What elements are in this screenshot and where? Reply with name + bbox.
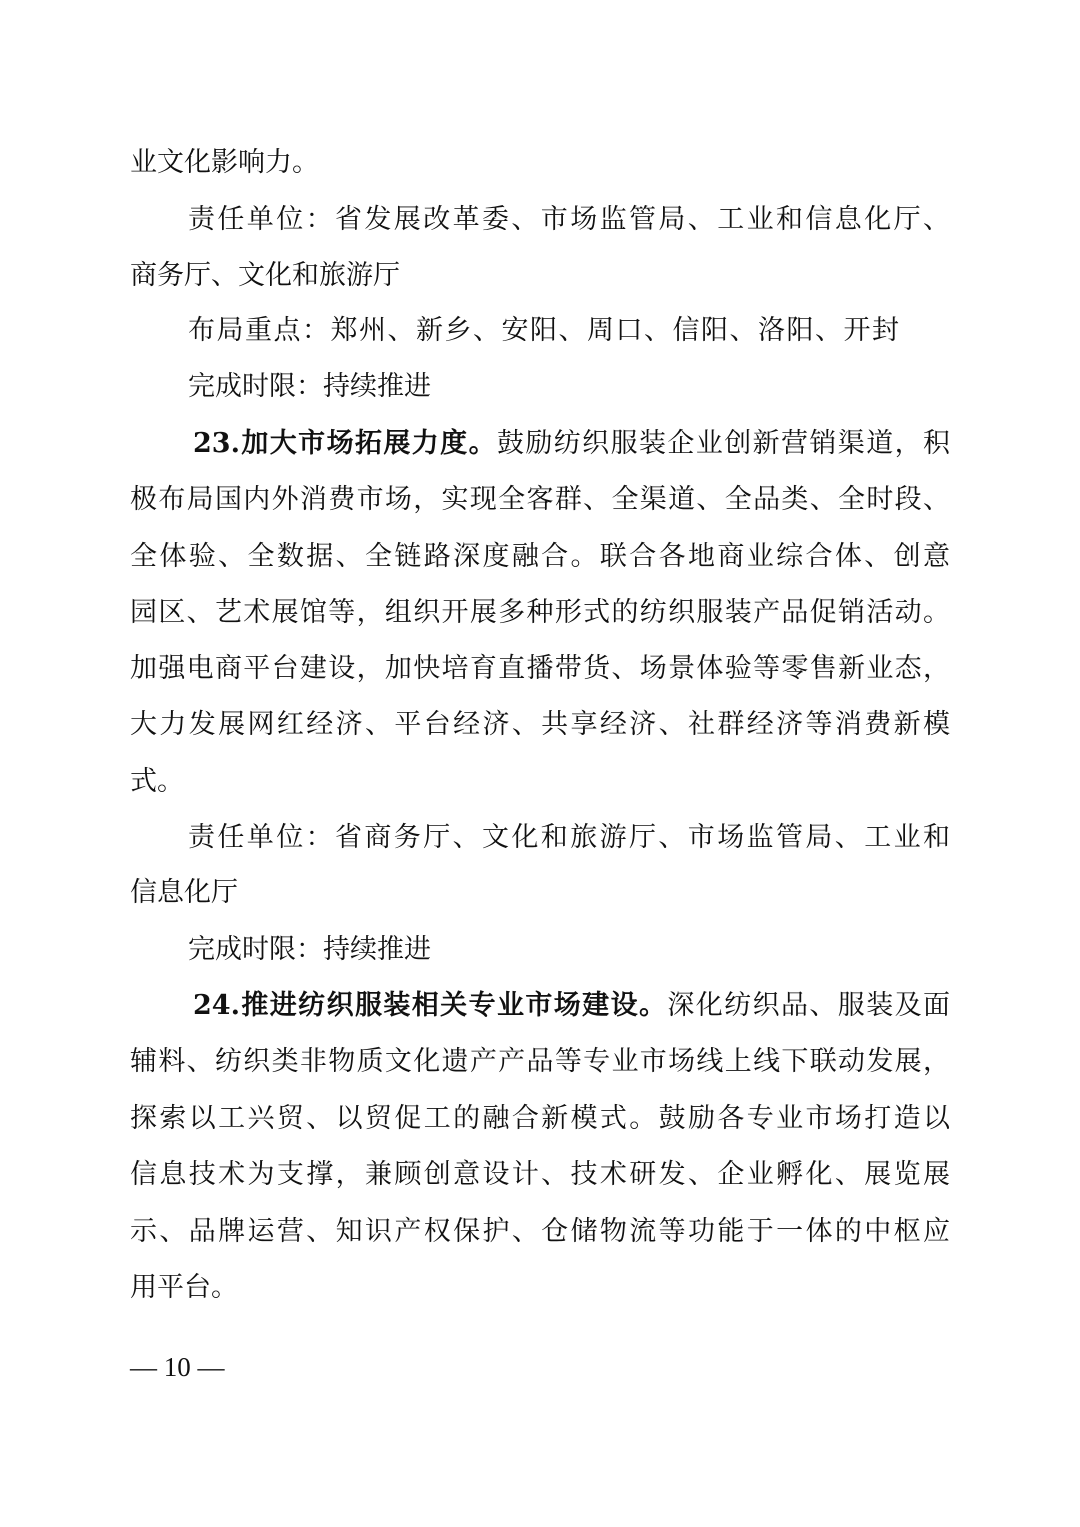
item-23-heading-line xyxy=(193,424,950,464)
item-24-title: 24.推进纺织服装相关专业市场建设。 xyxy=(193,990,668,1021)
body-text-line: 商务厅、文化和旅游厅 xyxy=(130,260,400,291)
item-24-text: 深化纺织品、服装及面 xyxy=(667,990,950,1021)
body-text-line: 探索以工兴贸、以贸促工的融合新模式。鼓励各专业市场打造以 xyxy=(130,1103,950,1134)
body-text-line: 式。 xyxy=(130,766,184,797)
body-text-line: 辅料、纺织类非物质文化遗产产品等专业市场线上线下联动发展， xyxy=(130,1046,950,1077)
responsible-units-line: 责任单位：省商务厅、文化和旅游厅、市场监管局、工业和 xyxy=(188,822,950,853)
body-text-line: 用平台。 xyxy=(130,1272,238,1303)
responsible-units-line: 责任单位：省发展改革委、市场监管局、工业和信息化厅、 xyxy=(188,204,950,235)
body-text-line: 加强电商平台建设，加快培育直播带货、场景体验等零售新业态， xyxy=(130,653,950,684)
layout-focus-line: 布局重点：郑州、新乡、安阳、周口、信阳、洛阳、开封 xyxy=(188,315,901,346)
deadline-line: 完成时限：持续推进 xyxy=(188,371,431,402)
body-text-line: 园区、艺术展馆等，组织开展多种形式的纺织服装产品促销活动。 xyxy=(130,597,950,628)
item-23-title: 23.加大市场拓展力度。 xyxy=(193,428,497,459)
body-text-line: 信息化厅 xyxy=(130,877,238,908)
deadline-line: 完成时限：持续推进 xyxy=(188,934,431,965)
body-text-line: 极布局国内外消费市场，实现全客群、全渠道、全品类、全时段、 xyxy=(130,484,950,515)
item-23-text: 鼓励纺织服装企业创新营销渠道，积 xyxy=(496,428,950,459)
page-number: — 10 — xyxy=(130,1352,225,1382)
item-24-heading-line xyxy=(193,986,950,1026)
body-text-line: 示、品牌运营、知识产权保护、仓储物流等功能于一体的中枢应 xyxy=(130,1216,950,1247)
body-text-line: 业文化影响力。 xyxy=(130,147,319,178)
body-text-line: 信息技术为支撑，兼顾创意设计、技术研发、企业孵化、展览展 xyxy=(130,1159,950,1190)
body-text-line: 全体验、全数据、全链路深度融合。联合各地商业综合体、创意 xyxy=(130,541,950,572)
body-text-line: 大力发展网红经济、平台经济、共享经济、社群经济等消费新模 xyxy=(130,709,950,740)
